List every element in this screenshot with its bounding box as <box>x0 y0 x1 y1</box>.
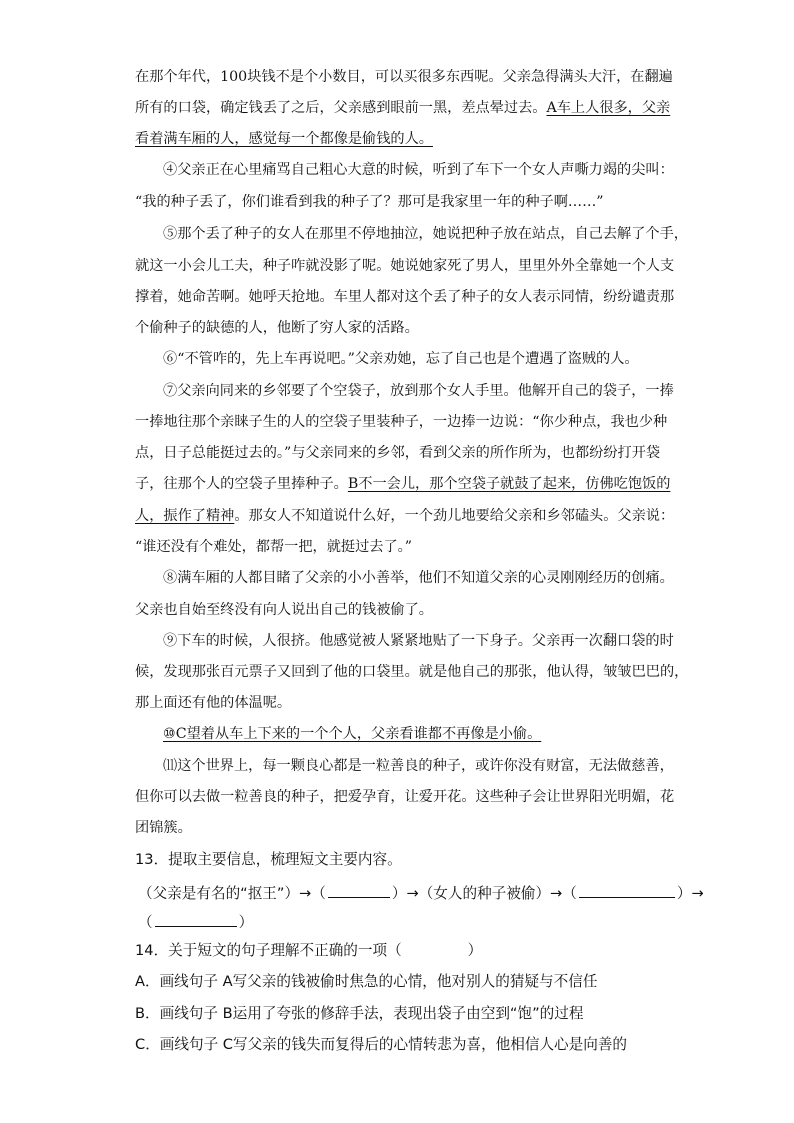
p9-line-2: 候，发现那张百元票子又回到了他的口袋里。就是他自己的那张，他认得，皱皱巴巴的， <box>135 664 689 680</box>
question-13-chain-cont <box>0 910 794 933</box>
underlined-sentence-c: ⑩C望着从车上下来的一个个人，父亲看谁都不再像是小偷。 <box>163 726 542 742</box>
p9-line-1: ⑨下车的时候，人很挤。他感觉被人紧紧地贴了一下身子。父亲再一次翻口袋的时 <box>163 633 674 649</box>
q13-seg-4: （ <box>138 914 153 931</box>
p5-line-2: 就这一小会儿工夫，种子咋就没影了呢。她说她家死了男人，里里外外全靠她一个人支 <box>135 258 675 274</box>
p3-text: 所有的口袋，确定钱丢了之后，父亲感到眼前一黑，差点晕过去。 <box>135 100 547 116</box>
p5-line-3: 撑着，她命苦啊。她呼天抢地。车里人都对这个丢了种子的女人表示同情，纷纷谴责那 <box>135 289 675 305</box>
p7-line-5 <box>0 506 794 526</box>
p9-line-3: 那上面还有他的体温呢。 <box>135 695 292 711</box>
p7-line-2: 一捧地往那个亲睐子生的人的空袋子里装种子，一边捧一边说：“你少种点，我也少种 <box>135 414 668 430</box>
p3-line-1: 在那个年代，100块钱不是个小数目，可以买很多东西呢。父亲急得满头大汗，在翻遍 <box>135 69 673 85</box>
p6-line-1: ⑥“不管咋的，先上车再说吧。”父亲劝她，忘了自己也是个遭遇了盗贼的人。 <box>163 351 639 367</box>
p10-line-1 <box>0 724 794 744</box>
option-c[interactable]: C．画线句子 C写父亲的钱失而复得后的心情转悲为喜，他相信人心是向善的 <box>135 1036 628 1053</box>
p11-line-1: ⑾这个世界上，每一颗良心都是一粒善良的种子，或许你没有财富，无法做慈善， <box>163 758 674 774</box>
p8-line-1: ⑧满车厢的人都目睹了父亲的小小善举，他们不知道父亲的心灵刚刚经历的创痛。 <box>163 570 674 586</box>
underlined-sentence-a: A车上人很多，父亲 <box>546 100 671 116</box>
p7-line-1: ⑦父亲向同来的乡邻要了个空袋子，放到那个女人手里。他解开自己的袋子，一捧 <box>163 383 674 399</box>
q13-seg-5: ） <box>238 914 254 931</box>
q13-seg-1: （父亲是有名的“抠王”）→（ <box>138 885 326 902</box>
q14-stem-end: ） <box>467 942 483 959</box>
p4-line-1: ④父亲正在心里痛骂自己粗心大意的时候，听到了车下一个女人声嘶力竭的尖叫： <box>163 162 674 178</box>
option-a[interactable]: A．画线句子 A写父亲的钱被偷时焦急的心情，他对别人的猜疑与不信任 <box>135 973 598 990</box>
p8-line-2: 父亲也自始至终没有向人说出自己的钱被偷了。 <box>135 602 433 618</box>
q14-stem-text: 14．关于短文的句子理解不正确的一项（ <box>135 942 402 959</box>
underlined-sentence-a-cont: 看着满车厢的人，感觉每一个都像是偷钱的人。 <box>135 131 433 147</box>
option-b[interactable]: B．画线句子 B运用了夸张的修辞手法，表现出袋子由空到“饱”的过程 <box>135 1005 584 1022</box>
underlined-sentence-b-cont: 人，振作了精神 <box>135 508 235 524</box>
p7-text-cont: 。那女人不知道说什么好，一个劲儿地要给父亲和乡邻磕头。父亲说： <box>234 508 675 524</box>
p11-line-3: 团锦簇。 <box>135 820 192 836</box>
p7-line-4 <box>0 474 794 494</box>
p4-line-2: “我的种子丢了，你们谁看到我的种子了？那可是我家里一年的种子啊……” <box>135 194 604 210</box>
p3-line-2 <box>0 98 794 118</box>
question-13-stem: 13．提取主要信息，梳理短文主要内容。 <box>135 851 402 868</box>
p7-text: 子，往那个人的空袋子里捧种子。 <box>135 476 348 492</box>
p7-line-3: 点，日子总能挺过去的。”与父亲同来的乡邻，看到父亲的所作所为，也都纷纷打开袋 <box>135 445 661 461</box>
p11-line-2: 但你可以去做一粒善良的种子，把爱孕育，让爱开花。这些种子会让世界阳光明媚，花 <box>135 789 675 805</box>
q13-seg-2: ）→（女人的种子被偷）→（ <box>391 885 577 902</box>
answer-blank-3[interactable] <box>155 910 237 927</box>
underlined-sentence-b: B不一会儿，那个空袋子就鼓了起来，仿佛吃饱饭的 <box>347 476 671 492</box>
p5-line-1: ⑤那个丢了种子的女人在那里不停地抽泣，她说把种子放在站点，自己去解了个手， <box>163 226 688 242</box>
p5-line-4: 个偷种子的缺德的人，他断了穷人家的活路。 <box>135 320 419 336</box>
q13-seg-3: ）→ <box>676 885 704 902</box>
p7-line-6: “谁还没有个难处，都帮一把，就挺过去了。” <box>135 539 412 555</box>
answer-blank-2[interactable] <box>579 881 675 898</box>
question-14-stem <box>0 941 794 961</box>
answer-blank-1[interactable] <box>328 881 390 898</box>
question-13-chain <box>0 881 794 904</box>
